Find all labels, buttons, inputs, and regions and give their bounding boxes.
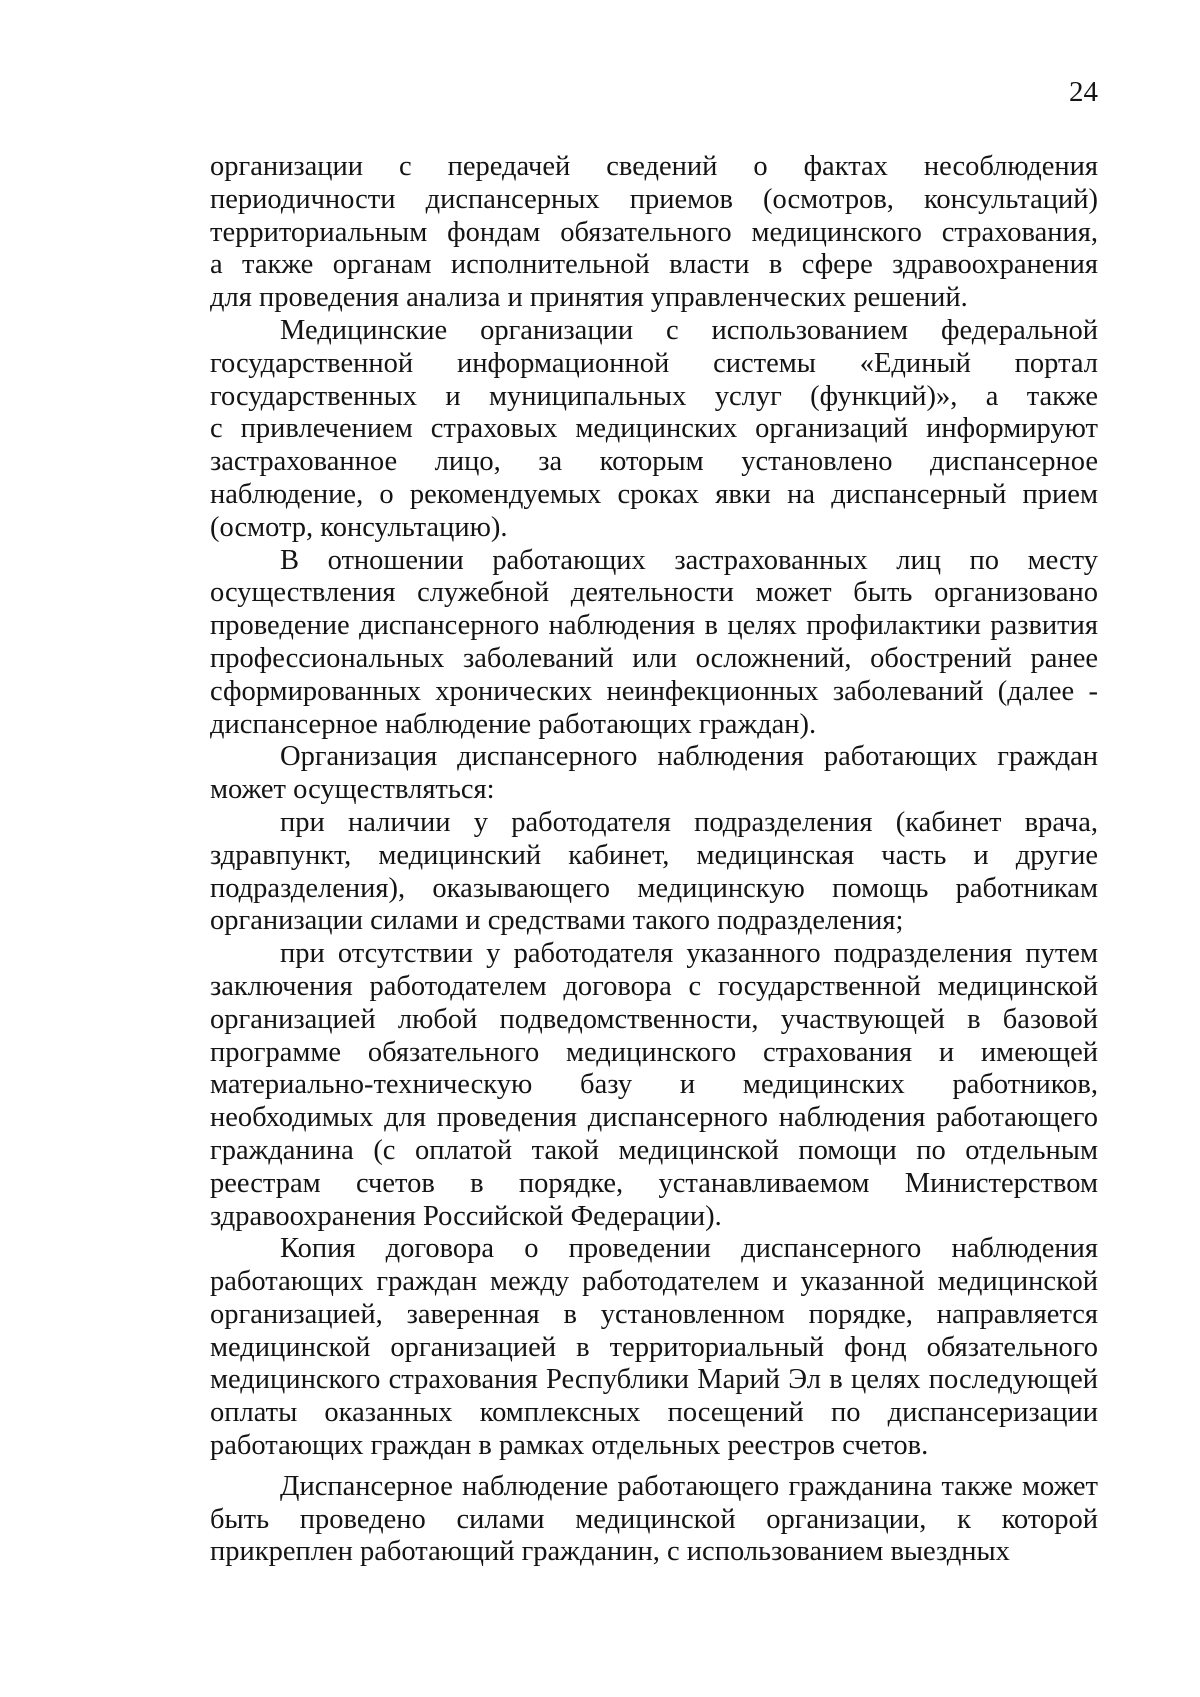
text-line: материально-техническую базу и медицинских работников, <box>210 1069 1098 1101</box>
text-line: Организация диспансерного наблюдения работающих граждан <box>280 741 1098 773</box>
text-line: а также органам исполнительной власти в сфере здравоохранения <box>210 249 1098 281</box>
text-line: В отношении работающих застрахованных лиц по месту <box>280 544 1098 576</box>
text-line: организацией, заверенная в установленном порядке, направляется <box>210 1298 1098 1330</box>
text-line: при наличии у работодателя подразделения (кабинет врача, <box>280 806 1098 838</box>
paragraph-gap <box>210 1463 1098 1471</box>
text-line: организации с передачей сведений о фактах несоблюдения <box>210 151 1098 182</box>
paragraph <box>210 151 1098 315</box>
text-line: государственной информационной системы «Единый портал <box>210 347 1098 379</box>
text-line: Медицинские организации с использованием федеральной <box>280 314 1098 346</box>
text-line: проведение диспансерного наблюдения в целях профилактики развития <box>210 610 1098 642</box>
text-line: Копия договора о проведении диспансерного наблюдения <box>280 1233 1098 1265</box>
text-line: Диспансерное наблюдение работающего гражданина также может <box>280 1470 1098 1502</box>
page-number: 24 <box>1069 76 1098 108</box>
text-line: территориальным фондам обязательного медицинского страхования, <box>210 216 1098 248</box>
text-line: застрахованное лицо, за которым установлено диспансерное <box>210 446 1098 478</box>
text-line: реестрам счетов в порядке, устанавливаемом Министерством <box>210 1167 1098 1199</box>
text-line: подразделения), оказывающего медицинскую помощь работникам <box>210 872 1098 904</box>
text-line: сформированных хронических неинфекционных заболеваний (далее - <box>210 675 1098 707</box>
paragraph <box>210 315 1098 545</box>
text-line: государственных и муниципальных услуг (функций)», а также <box>210 380 1098 412</box>
text-line: организации силами и средствами такого подразделения; <box>210 905 904 937</box>
paragraph <box>210 1471 1098 1569</box>
text-line: медицинского страхования Республики Марий Эл в целях последующей <box>210 1364 1098 1396</box>
text-line: (осмотр, консультацию). <box>210 511 508 543</box>
text-line: здравоохранения Российской Федерации). <box>210 1200 722 1232</box>
text-line: необходимых для проведения диспансерного наблюдения работающего <box>210 1102 1098 1134</box>
text-line: работающих граждан в рамках отдельных реестров счетов. <box>210 1430 929 1462</box>
text-line: программе обязательного медицинского страхования и имеющей <box>210 1036 1098 1068</box>
text-line: гражданина (с оплатой такой медицинской помощи по отдельным <box>210 1134 1098 1166</box>
text-line: наблюдение, о рекомендуемых сроках явки на диспансерный прием <box>210 478 1098 510</box>
paragraph <box>210 938 1098 1233</box>
text-line: при отсутствии у работодателя указанного подразделения путем <box>280 938 1098 970</box>
text-line: осуществления служебной деятельности может быть организовано <box>210 577 1098 609</box>
text-line: может осуществляться: <box>210 774 495 806</box>
text-line: диспансерное наблюдение работающих граждан). <box>210 708 817 740</box>
text-line: оплаты оказанных комплексных посещений по диспансеризации <box>210 1397 1098 1429</box>
text-line: прикреплен работающий гражданин, с использованием выездных <box>210 1536 1010 1568</box>
text-line: работающих граждан между работодателем и указанной медицинской <box>210 1266 1098 1298</box>
text-line: для проведения анализа и принятия управленческих решений. <box>210 282 968 314</box>
text-line: медицинской организацией в территориальный фонд обязательного <box>210 1331 1098 1363</box>
text-line: организацией любой подведомственности, участвующей в базовой <box>210 1003 1098 1035</box>
text-line: быть проведено силами медицинской организации, к которой <box>210 1503 1098 1535</box>
text-line: периодичности диспансерных приемов (осмотров, консультаций) <box>210 183 1098 215</box>
paragraph <box>210 807 1098 938</box>
text-line: здравпункт, медицинский кабинет, медицинская часть и другие <box>210 839 1098 871</box>
paragraph <box>210 545 1098 742</box>
document-body <box>210 151 1098 1569</box>
paragraph <box>210 741 1098 807</box>
text-line: профессиональных заболеваний или осложнений, обострений ранее <box>210 642 1098 674</box>
text-line: с привлечением страховых медицинских организаций информируют <box>210 413 1098 445</box>
paragraph <box>210 1233 1098 1463</box>
text-line: заключения работодателем договора с государственной медицинской <box>210 970 1098 1002</box>
